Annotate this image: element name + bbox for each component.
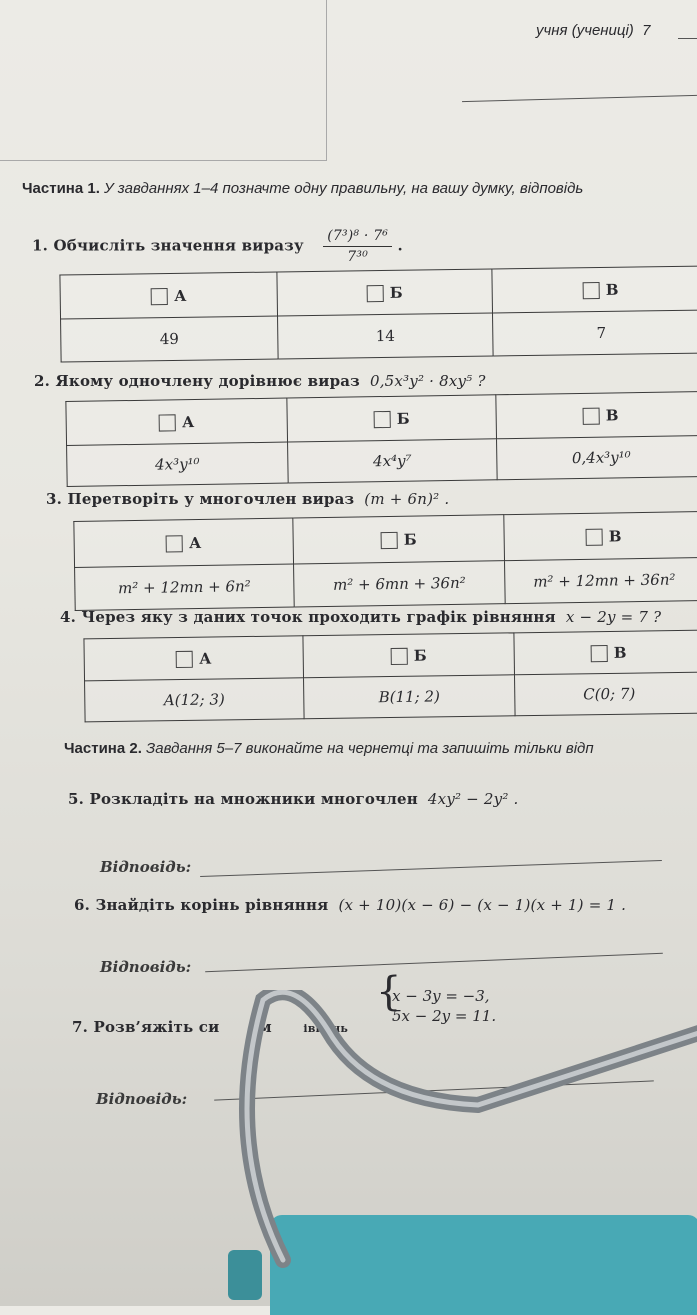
q1-option-v[interactable]: В (492, 266, 697, 313)
q3-option-a[interactable]: А (74, 518, 294, 567)
question-3: 3. Перетворіть у многочлен вираз (m + 6n)² . (46, 490, 450, 508)
part1-heading: Частина 1. У завданнях 1–4 позначте одну правильну, на вашу думку, відповідь (22, 180, 584, 197)
checkbox[interactable] (591, 645, 608, 662)
q3-option-b[interactable]: Б (293, 515, 505, 564)
signature-line (462, 95, 697, 102)
q3-value-a: m² + 12mn + 6n² (75, 564, 295, 610)
clip-holder (228, 1250, 262, 1300)
q4-option-v[interactable]: В (514, 630, 697, 675)
q3-value-b: m² + 6mn + 36n² (294, 561, 506, 607)
checkbox[interactable] (586, 528, 603, 545)
q4-value-a: A(12; 3) (85, 678, 305, 722)
question-5: 5. Розкладіть на множники многочлен 4xy² − 2y² . (68, 790, 519, 808)
question-1: 1. Обчисліть значення виразу $\frac{\text{(7³)⁸ · 7⁶}}{\text{7³⁰}}$ . (32, 228, 403, 265)
answer-label-6: Відповідь: (100, 958, 192, 976)
question-4: 4. Через яку з даних точок проходить графік рівняння x − 2y = 7 ? (60, 608, 662, 626)
checkbox[interactable] (391, 647, 408, 664)
checkbox[interactable] (583, 407, 600, 424)
checkbox[interactable] (583, 281, 600, 298)
question-2: 2. Якому одночлену дорівнює вираз 0,5x³y² · 8xy⁵ ? (34, 372, 486, 390)
q1-option-b[interactable]: Б (277, 269, 493, 316)
q2-value-b: 4x⁴y⁷ (288, 439, 498, 483)
answer-label-7: Відповідь: (96, 1090, 188, 1108)
checkbox[interactable] (159, 414, 176, 431)
q1-options-table (59, 265, 697, 362)
q4-value-b: B(11; 2) (304, 675, 516, 719)
empty-box (0, 0, 327, 161)
q1-value-b: 14 (278, 313, 494, 359)
q4-value-v: C(0; 7) (514, 672, 697, 716)
brace-icon: { (376, 969, 402, 1015)
checkbox[interactable] (374, 410, 391, 427)
checkbox[interactable] (166, 535, 183, 552)
q3-option-v[interactable]: В (504, 512, 697, 561)
question-6: 6. Знайдіть корінь рівняння (x + 10)(x − 6) − (x − 1)(x + 1) = 1 . (74, 896, 627, 914)
question-7: 7. Розв’яжіть си ем івнянь (72, 1018, 349, 1036)
checkbox[interactable] (381, 531, 398, 548)
answer-line-5[interactable] (200, 860, 662, 877)
answer-label-5: Відповідь: (100, 858, 192, 876)
q1-value-a: 49 (61, 316, 279, 362)
q1-fraction: $\frac{\text{(7³)⁸ · 7⁶}}{\text{7³⁰}}$ (323, 228, 392, 265)
student-label: учня (учениці) 7 (536, 22, 651, 39)
q2-option-v[interactable]: В (496, 391, 697, 438)
checkbox[interactable] (176, 650, 193, 667)
part2-heading: Частина 2. Завдання 5–7 виконайте на чернетці та запишіть тільки відп (64, 740, 594, 757)
q2-options-table (65, 391, 697, 487)
checkbox[interactable] (151, 288, 168, 305)
q4-option-a[interactable]: А (84, 636, 304, 681)
q4-options-table (83, 630, 697, 723)
q2-option-b[interactable]: Б (287, 395, 497, 442)
binder-clip-icon (238, 990, 697, 1306)
q1-option-a[interactable]: А (60, 272, 278, 319)
q1-value-v: 7 (492, 310, 697, 356)
q2-value-a: 4x³y¹⁰ (67, 442, 289, 486)
q2-option-a[interactable]: А (66, 398, 288, 445)
checkbox[interactable] (367, 285, 384, 302)
name-line (678, 38, 697, 39)
answer-line-6[interactable] (205, 953, 663, 972)
q2-value-v: 0,4x³y¹⁰ (497, 435, 697, 479)
q4-option-b[interactable]: Б (303, 633, 515, 678)
q3-value-v: m² + 12mn + 36n² (505, 558, 697, 604)
q7-system: { x − 3y = −3, 5x − 2y = 11. (376, 969, 497, 1025)
q3-options-table (73, 511, 697, 611)
